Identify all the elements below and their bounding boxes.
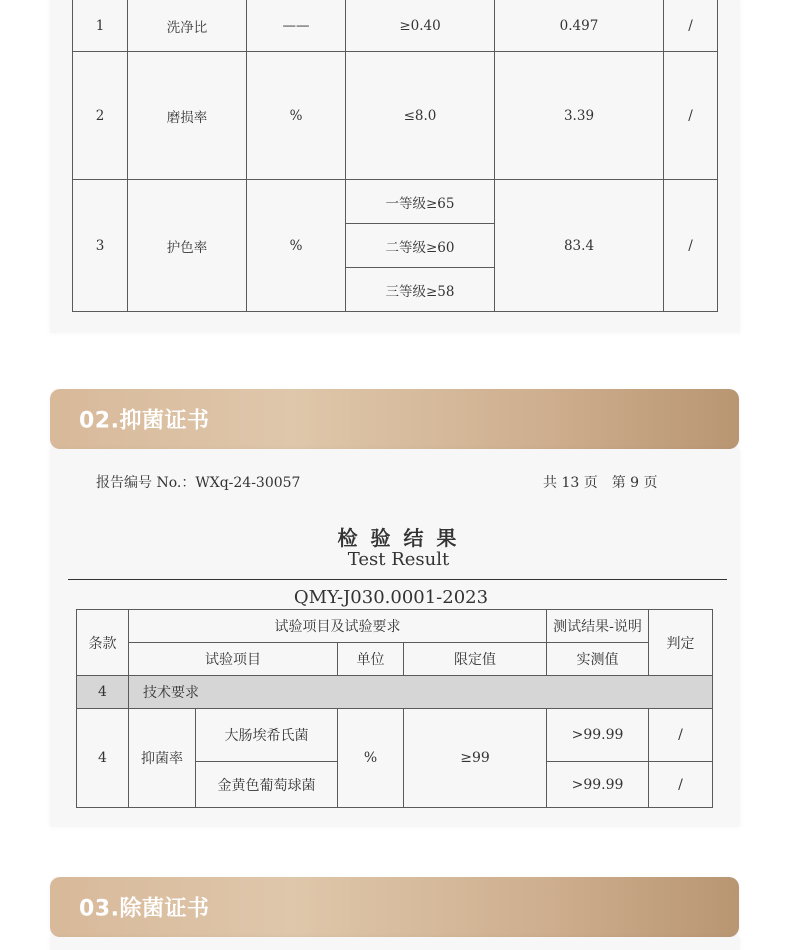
table-row	[73, 0, 718, 52]
bacteria-name: 大肠埃希氏菌	[196, 709, 338, 762]
measured-value: >99.99	[547, 709, 649, 762]
item-name: 护色率	[128, 180, 247, 312]
table-row	[77, 709, 713, 762]
test-table-1	[72, 0, 718, 312]
item-name: 洗净比	[128, 0, 247, 52]
row-unit: %	[338, 709, 404, 808]
table-header-row	[77, 610, 713, 643]
row-clause: 4	[77, 709, 129, 808]
antibacterial-table	[76, 609, 713, 808]
section-banner-antibacterial	[50, 389, 739, 449]
verdict-cell: /	[649, 709, 713, 762]
table-header-row	[77, 643, 713, 676]
table-row	[73, 180, 718, 224]
verdict-cell: /	[649, 762, 713, 808]
item-name: 磨损率	[128, 52, 247, 180]
header-item: 试验项目	[129, 643, 338, 676]
limit-cell: 一等级≥65	[346, 180, 495, 224]
header-items-requirements: 试验项目及试验要求	[129, 610, 547, 643]
cert-card-3	[50, 937, 740, 950]
header-judgement: 判定	[649, 610, 713, 676]
group-label: 技术要求	[129, 676, 713, 709]
row-number: 1	[73, 0, 128, 52]
limit-cell: ≤8.0	[346, 52, 495, 180]
header-results-desc: 测试结果-说明	[547, 610, 649, 643]
result-heading-en: Test Result	[347, 549, 450, 570]
result-heading-cn: 检 验 结 果	[337, 526, 460, 550]
section-banner-sterilization	[50, 877, 739, 937]
unit-cell: ——	[247, 0, 346, 52]
bacteria-name: 金黄色葡萄球菌	[196, 762, 338, 808]
header-measured: 实测值	[547, 643, 649, 676]
limit-cell: 三等级≥58	[346, 268, 495, 312]
measured-value: >99.99	[547, 762, 649, 808]
row-category: 抑菌率	[129, 709, 196, 808]
page-info: 共 13 页 第 9 页	[543, 475, 658, 491]
section-title: 02.抑菌证书	[79, 408, 210, 434]
table-group-row	[77, 676, 713, 709]
unit-cell: %	[247, 180, 346, 312]
verdict-cell: /	[664, 52, 718, 180]
header-unit: 单位	[338, 643, 404, 676]
result-cell: 0.497	[495, 0, 664, 52]
result-cell: 83.4	[495, 180, 664, 312]
section-title: 03.除菌证书	[79, 896, 210, 922]
group-clause: 4	[77, 676, 129, 709]
limit-cell: 二等级≥60	[346, 224, 495, 268]
row-number: 2	[73, 52, 128, 180]
standard-number: QMY-J030.0001-2023	[293, 587, 489, 608]
table-row	[73, 52, 718, 180]
report-number: 报告编号 No.：WXq-24-30057	[96, 475, 301, 491]
heading-divider	[68, 579, 727, 580]
unit-cell: %	[247, 52, 346, 180]
header-limit: 限定值	[404, 643, 547, 676]
limit-cell: ≥0.40	[346, 0, 495, 52]
row-number: 3	[73, 180, 128, 312]
verdict-cell: /	[664, 0, 718, 52]
result-cell: 3.39	[495, 52, 664, 180]
row-limit: ≥99	[404, 709, 547, 808]
header-clause: 条款	[77, 610, 129, 676]
verdict-cell: /	[664, 180, 718, 312]
